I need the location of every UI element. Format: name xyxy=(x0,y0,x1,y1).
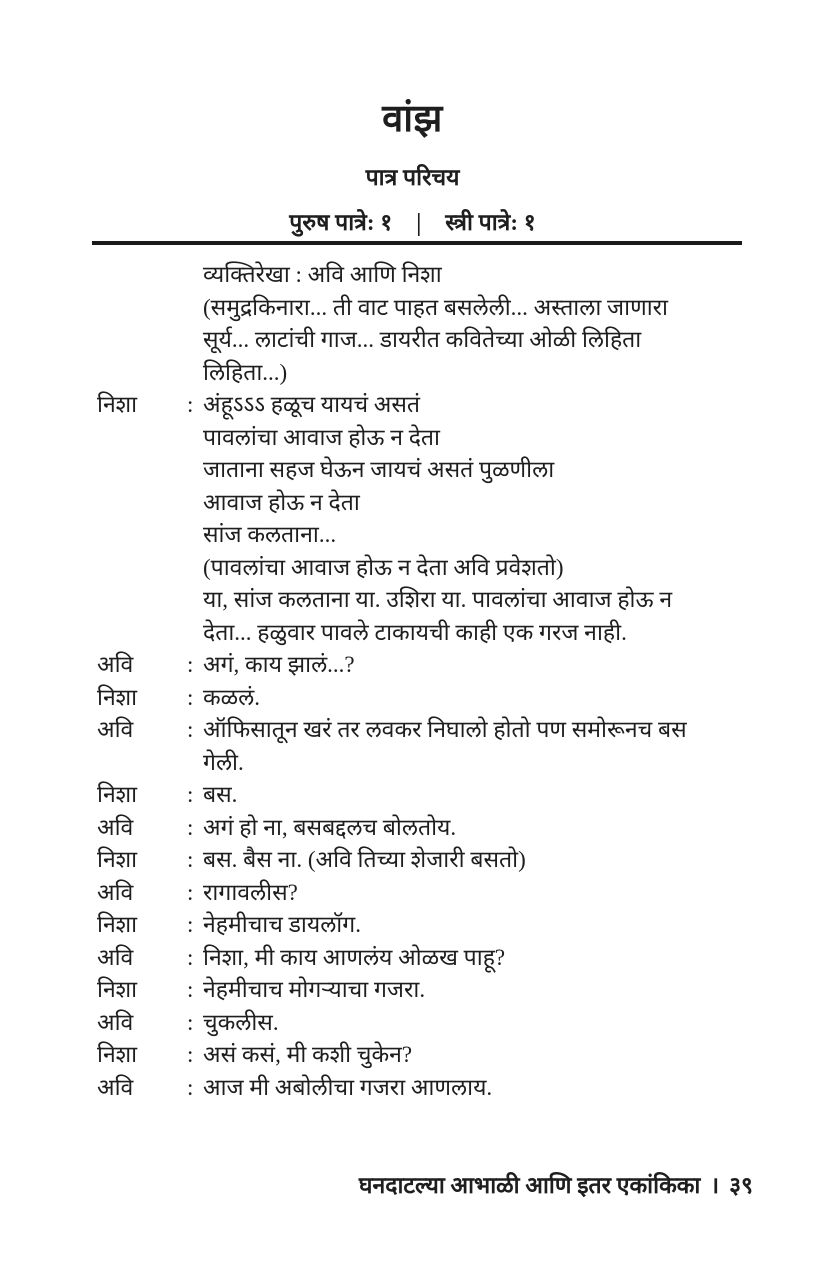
colon-separator: : xyxy=(187,717,194,742)
cast-divider: | xyxy=(416,208,422,236)
dialogue-lines xyxy=(203,844,747,877)
dialogue-lines xyxy=(203,974,747,1007)
dialogue-line: अगं, काय झालं...? xyxy=(203,652,355,677)
dialogue-lines xyxy=(203,1072,747,1105)
dialogue-line: अगं हो ना, बसबद्दलच बोलतोय. xyxy=(203,814,457,840)
female-cast-count: स्त्री पात्रे: १ xyxy=(445,209,536,235)
speaker-name: निशा xyxy=(97,847,138,872)
dialogue-row xyxy=(97,259,747,389)
colon-separator: : xyxy=(187,392,194,417)
dialogue-line: (समुद्रकिनारा... ती वाट पाहत बसलेली... अस्ताला जाणारा xyxy=(203,294,669,320)
dialogue-line: रागावलीस? xyxy=(203,879,298,905)
dialogue-lines xyxy=(203,942,747,975)
speaker-name: निशा xyxy=(97,684,138,710)
dialogue-lines xyxy=(203,877,747,910)
dialogue-row xyxy=(97,682,747,715)
dialogue-list xyxy=(97,259,747,1104)
page-number: ३९ xyxy=(729,1173,753,1198)
dialogue-line: असं कसं, मी कशी चुकेन? xyxy=(203,1042,413,1067)
dialogue-lines xyxy=(203,1007,747,1040)
dialogue-row xyxy=(97,942,747,975)
speaker-name: निशा xyxy=(97,1042,138,1067)
dialogue-lines xyxy=(203,1039,747,1072)
dialogue-row xyxy=(97,714,747,779)
dialogue-line: बस. बैस ना. (अवि तिच्या शेजारी बसतो) xyxy=(203,847,526,872)
dialogue-lines xyxy=(203,682,747,715)
dialogue-row xyxy=(97,779,747,812)
dialogue-lines xyxy=(203,389,747,649)
dialogue-lines xyxy=(203,779,747,812)
colon-separator: : xyxy=(187,944,194,970)
dialogue-line: आवाज होऊ न देता xyxy=(203,489,360,515)
speaker-name: अवि xyxy=(97,879,134,905)
dialogue-row xyxy=(97,877,747,910)
dialogue-line: नेहमीचाच मोगऱ्याचा गजरा. xyxy=(203,977,426,1002)
colon-separator: : xyxy=(187,684,194,710)
dialogue-line: नेहमीचाच डायलॉग. xyxy=(203,912,361,937)
colon-separator: : xyxy=(187,879,194,905)
speaker-name: अवि xyxy=(97,652,134,677)
dialogue-row xyxy=(97,389,747,649)
dialogue-line: या, सांज कलताना या. उशिरा या. पावलांचा आवाज होऊ न xyxy=(203,587,673,612)
dialogue-line: ऑफिसातून खरं तर लवकर निघालो होतो पण समोरूनच बस xyxy=(203,717,687,742)
dialogue-lines xyxy=(203,909,747,942)
footer-divider: । xyxy=(710,1173,720,1198)
speaker-name: अवि xyxy=(97,1074,134,1100)
dialogue-lines xyxy=(203,812,747,845)
dialogue-lines xyxy=(203,714,747,779)
dialogue-line: निशा, मी काय आणलंय ओळख पाहू? xyxy=(203,944,506,970)
colon-separator: : xyxy=(187,1009,194,1035)
speaker-name: अवि xyxy=(97,944,134,970)
speaker-name: निशा xyxy=(97,782,138,807)
colon-separator: : xyxy=(187,847,194,872)
dialogue-row xyxy=(97,974,747,1007)
speaker-name: निशा xyxy=(97,912,138,937)
speaker-name: निशा xyxy=(97,392,138,417)
page-header xyxy=(0,98,825,237)
male-cast-count: पुरुष पात्रे: १ xyxy=(289,209,393,235)
speaker-name: अवि xyxy=(97,814,134,840)
dialogue-line: गेली. xyxy=(203,749,244,775)
page-footer xyxy=(97,1168,753,1200)
colon-separator: : xyxy=(187,977,194,1002)
dialogue-line: सूर्य... लाटांची गाज... डायरीत कवितेच्या ओळी लिहिता xyxy=(203,327,642,352)
colon-separator: : xyxy=(187,1074,194,1100)
speaker-name: अवि xyxy=(97,717,134,742)
dialogue-line: पावलांचा आवाज होऊ न देता xyxy=(203,424,440,450)
cast-intro-heading: पात्र परिचय xyxy=(365,164,460,190)
colon-separator: : xyxy=(187,782,194,807)
dialogue-row xyxy=(97,844,747,877)
colon-separator: : xyxy=(187,652,194,677)
dialogue-line: जाताना सहज घेऊन जायचं असतं पुळणीला xyxy=(203,457,555,482)
dialogue-row xyxy=(97,909,747,942)
dialogue-line: (पावलांचा आवाज होऊ न देता अवि प्रवेशतो) xyxy=(203,554,564,580)
dialogue-row xyxy=(97,1007,747,1040)
dialogue-lines xyxy=(203,649,747,682)
dialogue-line: व्यक्तिरेखा : अवि आणि निशा xyxy=(203,262,442,287)
dialogue-row xyxy=(97,812,747,845)
book-title: घनदाटल्या आभाळी आणि इतर एकांकिका xyxy=(358,1173,701,1198)
speaker-name: अवि xyxy=(97,1009,134,1035)
dialogue-line: लिहिता...) xyxy=(203,359,288,385)
speaker-name: निशा xyxy=(97,977,138,1002)
dialogue-row xyxy=(97,1072,747,1105)
colon-separator: : xyxy=(187,1042,194,1067)
play-title: वांझ xyxy=(382,98,443,140)
dialogue-line: कळलं. xyxy=(203,684,260,710)
dialogue-line: सांज कलताना... xyxy=(203,522,337,547)
colon-separator: : xyxy=(187,912,194,937)
colon-separator: : xyxy=(187,814,194,840)
dialogue-row xyxy=(97,649,747,682)
dialogue-row xyxy=(97,1039,747,1072)
dialogue-line: चुकलीस. xyxy=(203,1009,279,1035)
dialogue-line: अंहूऽऽऽ हळूच यायचं असतं xyxy=(203,392,421,417)
dialogue-line: बस. xyxy=(203,782,238,807)
dialogue-lines xyxy=(203,259,747,389)
dialogue-line: आज मी अबोलीचा गजरा आणलाय. xyxy=(203,1074,493,1100)
header-rule xyxy=(92,241,742,245)
cast-count-line xyxy=(0,205,825,237)
dialogue-line: देता... हळुवार पावले टाकायची काही एक गरज नाही. xyxy=(203,619,627,645)
